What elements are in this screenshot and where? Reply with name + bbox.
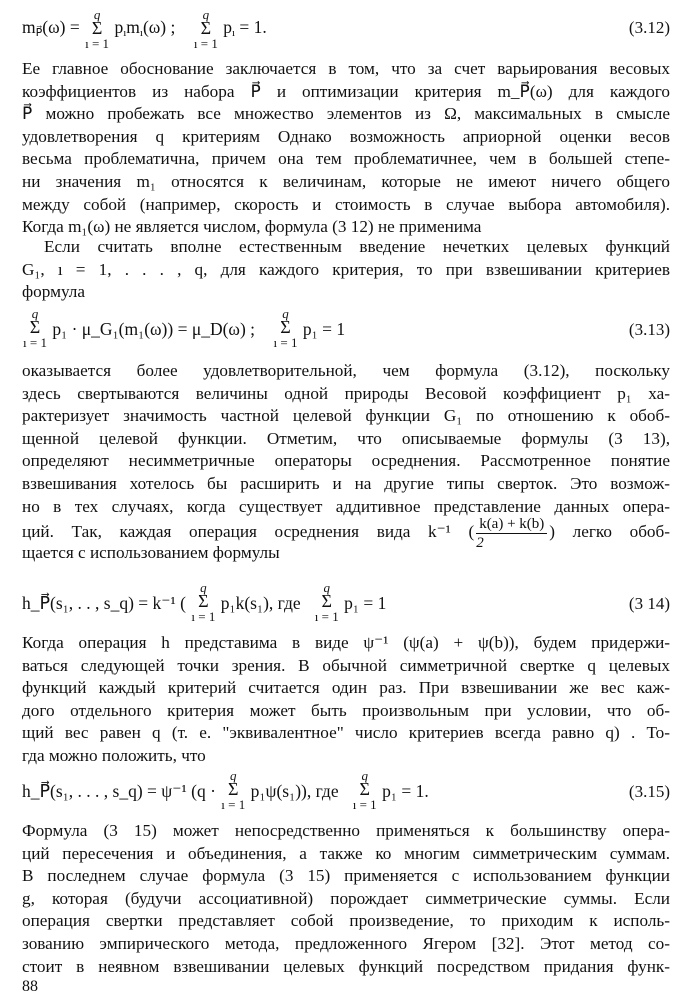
- paragraph-1: Ее главное обоснование заключается в том, что за счет варьирования весовых коэффициентов из набора P⃗ и оптимизации критерия m_P⃗(ω) для каждого P⃗ можно пробежать все множество элементов из Ω, максимальных в смысле удовлетворения q критериям Однако возможность априорной оценки весов весьма проблематична, причем она тем проблематичнее, чем в большей степе- ни значения m₁ относятся к величинам, которые не имеют ничего общего между собой (например, скорость и стоимость в случае выбора автомобиля). Когда m₁(ω) не является числом, формула (3 12) не применима: [22, 59, 671, 237]
- formula-3-12: $m_{P⃗}(\omega)$ = q Σ ı = 1 $p_ım_ı(\omega)$ ; q Σ ı = 1 $p_ı = 1$. (3.12): [22, 4, 670, 50]
- paragraph-3-end: щается с использованием формулы: [22, 543, 280, 562]
- sum-symbol: q Σ ı = 1: [221, 768, 246, 812]
- paragraph-2: Если считать вполне естественным введение нечетких целевых функций G₁, ı = 1, . . . , q, для каждого критерия, то при взвешивании критериев формула: [22, 237, 670, 302]
- sum-symbol: q Σ ı = 1: [352, 768, 377, 812]
- fraction: $\frac{k(a) + k(b)}{2}$: [476, 515, 547, 552]
- sum-symbol: q Σ ı = 1: [191, 580, 216, 624]
- formula-3-13: q Σ ı = 1 p₁ · μ_G₁(m₁(ω)) = μ_D(ω) ; q Σ ı = 1 p₁ = 1 (3.13): [23, 306, 670, 350]
- equation-number: (3 14): [628, 594, 670, 613]
- paragraph-3-fraction-line: ций. Так, каждая операция осреднения вида k⁻¹ ( $\frac{k(a) + k(b)}{2}$ ) легко обоб-: [22, 515, 670, 551]
- equation-number: (3.15): [628, 782, 670, 801]
- sum-symbol: q Σ ı = 1: [85, 7, 110, 51]
- page-number: 88: [22, 978, 38, 995]
- sum-symbol: q Σ ı = 1: [193, 7, 218, 51]
- paragraph-3: оказывается более удовлетворительной, чем формула (3.12), поскольку здесь свертываются величины одной природы Весовой коэффициент p₁ ха- рактеризует значимость частной целевой функции G₁ по отношению к обоб- щенной целевой функции. Отметим, что описываемые формулы (3 13), определяют несимметричные операторы осреднения. Рассмотренное понятие взвешивания хотелось бы расширить и на другие типы сверток. Это возмож- но в тех случаях, когда существует аддитивное представление данных опера-: [22, 361, 670, 516]
- sum-symbol: q Σ ı = 1: [23, 306, 47, 350]
- paragraph-5: Формула (3 15) может непосредственно применяться к большинству опера- ций пересечения и объединения, а также ко многим симметрическим суммам. В последнем случае формула (3 15) применяется с использованием функции g, которая (будучи ассоциативной) порождает симметрические суммы. Если операция свертки представляет собой произведение, то приходим к исполь- зованию эмпирического метода, предложенного Ягером [32]. Этот метод со- стоит в неявном взвешивании целевых функций посредством придания функ-: [22, 821, 670, 976]
- paragraph-4: Когда операция h представима в виде ψ⁻¹ (ψ(a) + ψ(b)), будем придержи- ваться следующей точки зрения. В обычной симметричной свертке q целевых функций каждый критерий считается один раз. При взвешивании же вес каж- дого отдельного критерия может быть произвольным при условии, что об- щий вес равен q (т. е. "эквивалентное" число критериев всегда равно q) . То- гда можно положить, что: [22, 633, 670, 765]
- sum-symbol: q Σ ı = 1: [273, 306, 298, 350]
- formula-3-14: h_P⃗(s₁, . . , s_q) = k⁻¹ ( q Σ ı = 1 p₁k(s₁), где q Σ ı = 1 p₁ = 1 (3 14): [22, 580, 670, 624]
- formula-3-12-left: $m_{P⃗}(\omega)$ =: [22, 17, 80, 39]
- sum-symbol: q Σ ı = 1: [314, 580, 339, 624]
- equation-number: (3.13): [628, 320, 670, 339]
- equation-number: (3.12): [628, 18, 670, 37]
- formula-3-15: h_P⃗(s₁, . . . , s_q) = ψ⁻¹ (q · q Σ ı = 1 p₁ψ(s₁)), где q Σ ı = 1 p₁ = 1. (3.15): [22, 768, 670, 812]
